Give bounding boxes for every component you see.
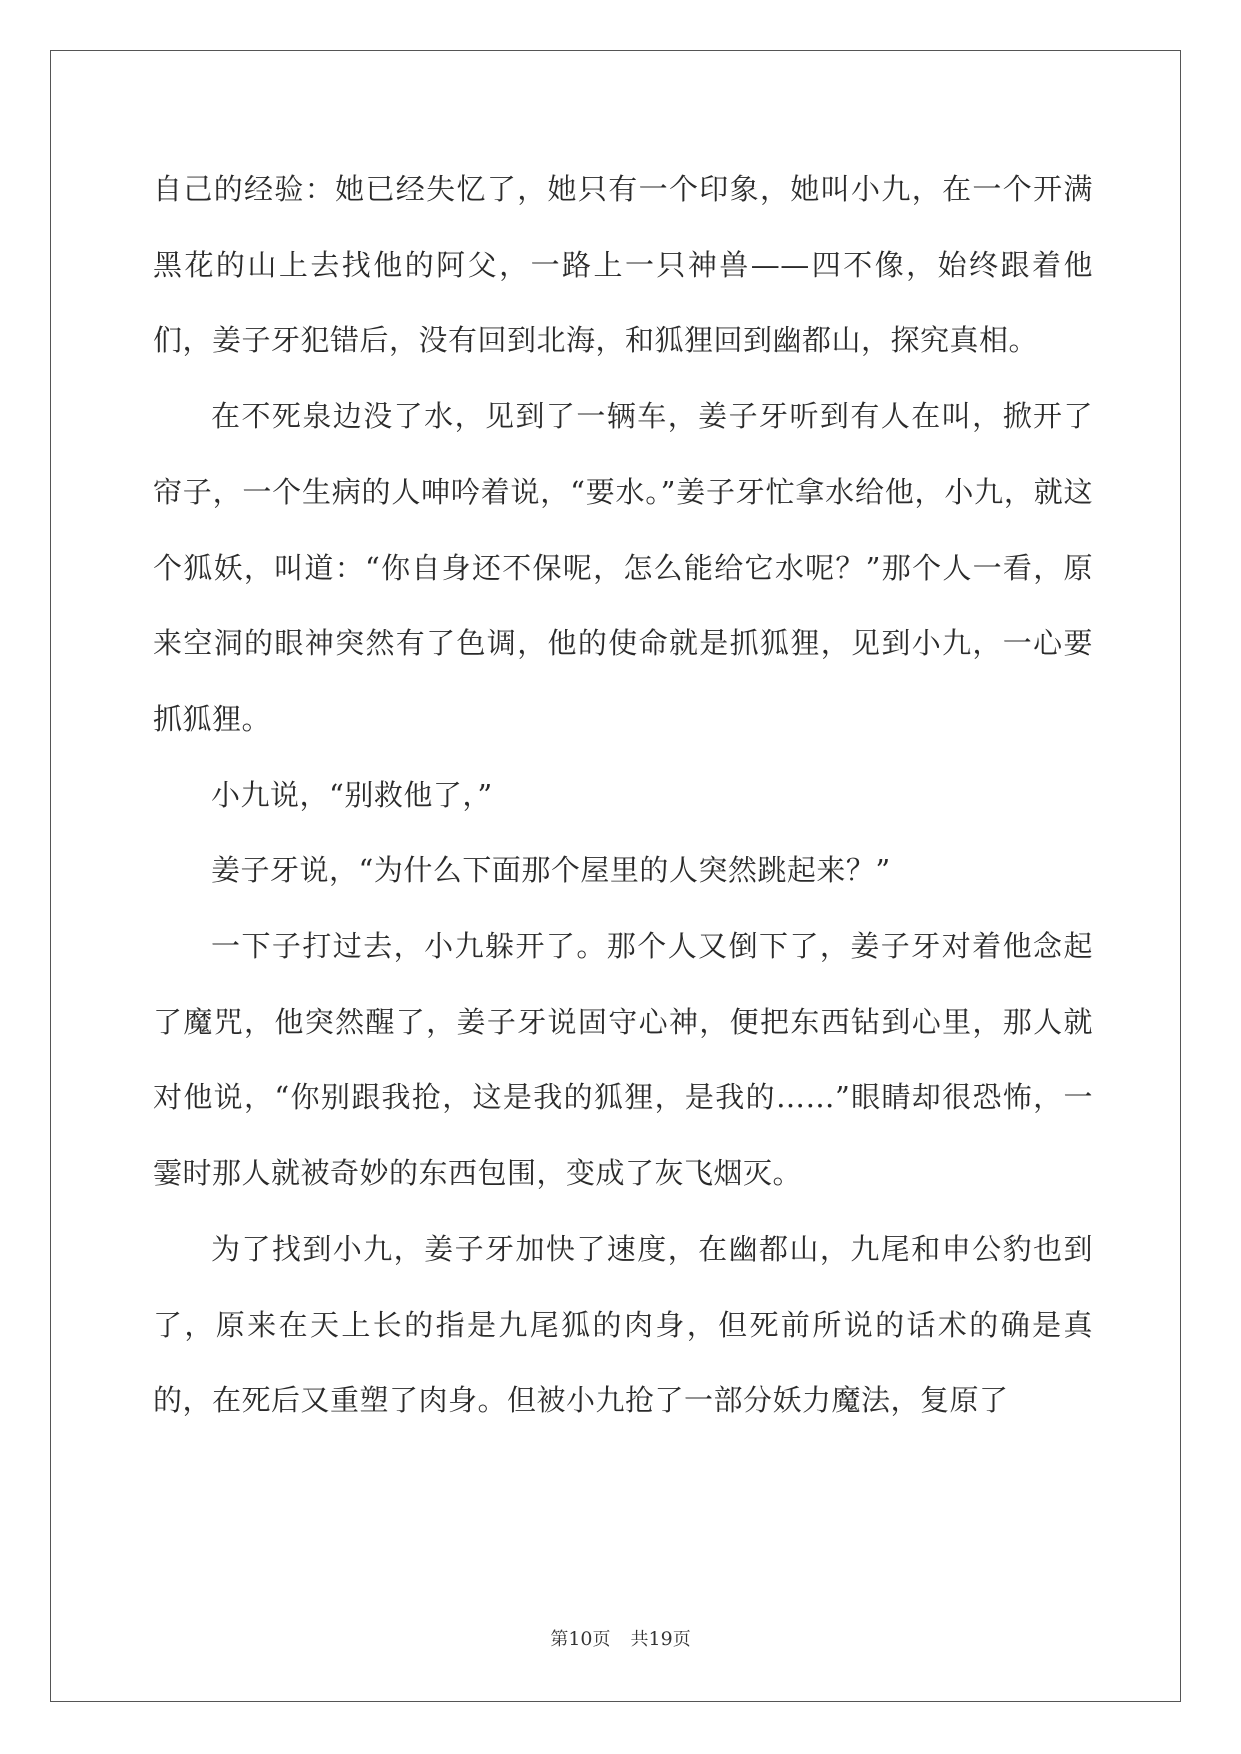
paragraph-4: 姜子牙说，“为什么下面那个屋里的人突然跳起来？” [211,853,891,888]
page-total: 共19页 [630,1628,691,1650]
paragraph-3: 小九说，“别救他了，” [211,777,493,812]
paragraph-5: 一下子打过去，小九躲开了。那个人又倒下了，姜子牙对着他念起了魔咒，他突然醒了，姜子牙说固守心神，便把东西钻到心里，那人就对他说，“你别跟我抢，这是我的狐狸，是我的……”眼睛却很恐怖，一霎时那人就被奇妙的东西包围，变成了灰飞烟灭。 [153,929,1093,1191]
document-body [153,152,1093,1439]
paragraph-1: 自己的经验：她已经失忆了，她只有一个印象，她叫小九，在一个开满黑花的山上去找他的阿父，一路上一只神兽——四不像，始终跟着他们，姜子牙犯错后，没有回到北海，和狐狸回到幽都山，探究真相。 [153,172,1093,358]
paragraph-6: 为了找到小九，姜子牙加快了速度，在幽都山，九尾和申公豹也到了，原来在天上长的指是九尾狐的肉身，但死前所说的话术的确是真的，在死后又重塑了肉身。但被小九抢了一部分妖力魔法，复原了 [153,1231,1093,1418]
paragraph-2: 在不死泉边没了水，见到了一辆车，姜子牙听到有人在叫，掀开了帘子，一个生病的人呻吟着说，“要水。”姜子牙忙拿水给他，小九，就这个狐妖，叫道：“你自身还不保呢，怎么能给它水呢？”那个人一看，原来空洞的眼神突然有了色调，他的使命就是抓狐狸，见到小九，一心要抓狐狸。 [153,399,1093,736]
page-footer [0,1627,1241,1652]
page-number: 第10页 [550,1628,611,1650]
